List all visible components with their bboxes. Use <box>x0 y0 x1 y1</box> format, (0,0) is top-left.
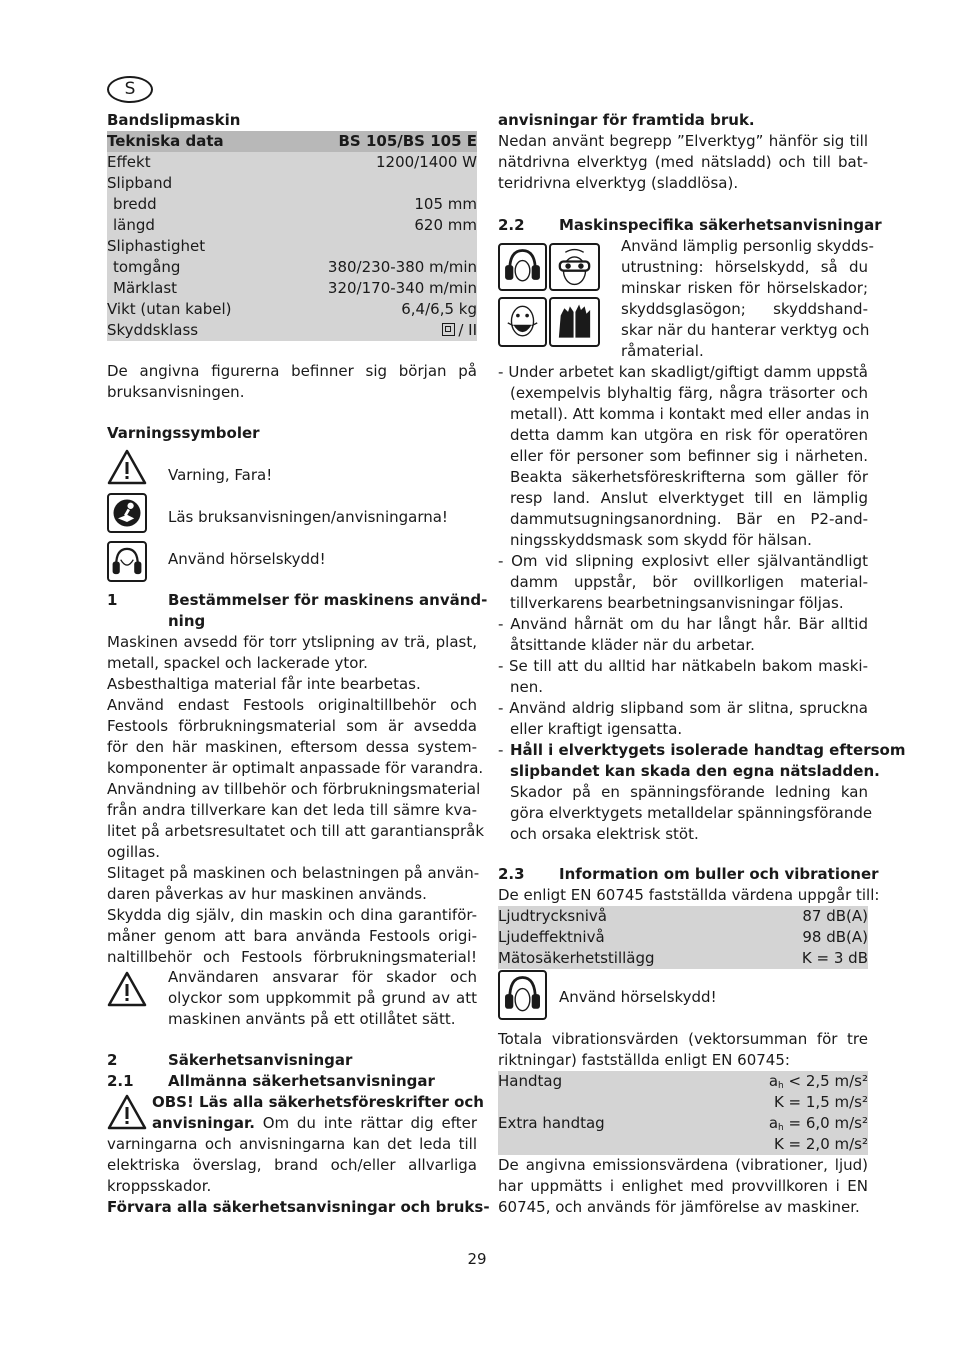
noise-row: Mätosäkerhetstillägg K = 3 dB <box>498 949 868 967</box>
tech-row: bredd 105 mm <box>107 194 477 215</box>
vibration-row: K = 1,5 m/s² <box>498 1092 868 1113</box>
figures-note: De angivna figurerna befinner sig början på <box>107 362 477 380</box>
read-manual-icon <box>107 493 147 533</box>
protective-gloves-icon <box>549 297 600 347</box>
dust-mask-icon <box>498 297 547 347</box>
keep-instructions: Förvara alla säkerhetsanvisningar och bruks- <box>107 1198 490 1216</box>
hearing-protection-icon <box>107 541 147 582</box>
tech-row: Sliphastighet <box>107 236 477 257</box>
product-title: Bandslipmaskin <box>107 111 241 129</box>
page-number: 29 <box>467 1250 487 1268</box>
warning-triangle-icon <box>107 1093 147 1131</box>
section-2-2-heading: 2.2 Maskinspecifika säkerhetsanvisningar <box>498 216 882 234</box>
section-1-heading: 1 Bestämmelser för maskinens använd- <box>107 591 488 609</box>
section-1-heading-cont: ning <box>168 612 206 630</box>
section-2-3-heading: 2.3 Information om buller och vibrationer <box>498 865 879 883</box>
vibration-row: K = 2,0 m/s² <box>498 1134 868 1155</box>
noise-intro: De enligt EN 60745 fastställda värdena uppgår till: <box>498 886 880 904</box>
warning-symbols-heading: Varningssymboler <box>107 424 260 442</box>
vibration-row: Extra handtag $a_h = 6,0$ m/s² <box>498 1114 868 1133</box>
keep-instructions-cont: anvisningar för framtida bruk. <box>498 111 755 129</box>
hearing-protection-icon <box>498 243 547 291</box>
tech-row: Slipband <box>107 173 477 194</box>
warning-item-label: Läs bruksanvisningen/anvisningarna! <box>168 508 448 526</box>
section-2-heading: 2 Säkerhetsanvisningar <box>107 1051 353 1069</box>
tech-table-header: Tekniska data BS 105/BS 105 E <box>107 132 477 150</box>
vibration-row: Handtag $a_h < 2,5$ m/s² <box>498 1072 868 1091</box>
warning-item-label: Använd hörselskydd! <box>168 550 326 568</box>
safety-goggles-icon <box>549 243 600 291</box>
tech-row: tomgång 380/230-380 m/min <box>107 257 477 278</box>
obs-warning-cont: anvisningar. Om du inte rättar dig efter <box>152 1114 477 1132</box>
double-insulation-icon <box>442 323 455 336</box>
figures-note: bruksanvisningen. <box>107 383 245 401</box>
noise-row: Ljudeffektnivå 98 dB(A) <box>498 928 868 946</box>
section-2-1-heading: 2.1 Allmänna säkerhetsanvisningar <box>107 1072 435 1090</box>
tech-row: Effekt 1200/1400 W <box>107 153 477 171</box>
language-badge: S <box>107 76 153 103</box>
obs-warning: OBS! Läs alla säkerhetsföreskrifter och <box>152 1093 484 1111</box>
warning-triangle-icon <box>107 448 147 486</box>
tech-row: Märklast 320/170-340 m/min <box>107 278 477 299</box>
tech-row: längd 620 mm <box>107 215 477 236</box>
tech-row: Skyddsklass / II <box>107 321 477 339</box>
hearing-protection-icon <box>498 970 547 1020</box>
warning-item-label: Varning, Fara! <box>168 466 273 484</box>
tech-row: Vikt (utan kabel) 6,4/6,5 kg <box>107 300 477 318</box>
noise-row: Ljudtrycksnivå 87 dB(A) <box>498 907 868 925</box>
warning-triangle-icon <box>107 970 147 1008</box>
hearing-protection-label: Använd hörselskydd! <box>559 988 717 1006</box>
